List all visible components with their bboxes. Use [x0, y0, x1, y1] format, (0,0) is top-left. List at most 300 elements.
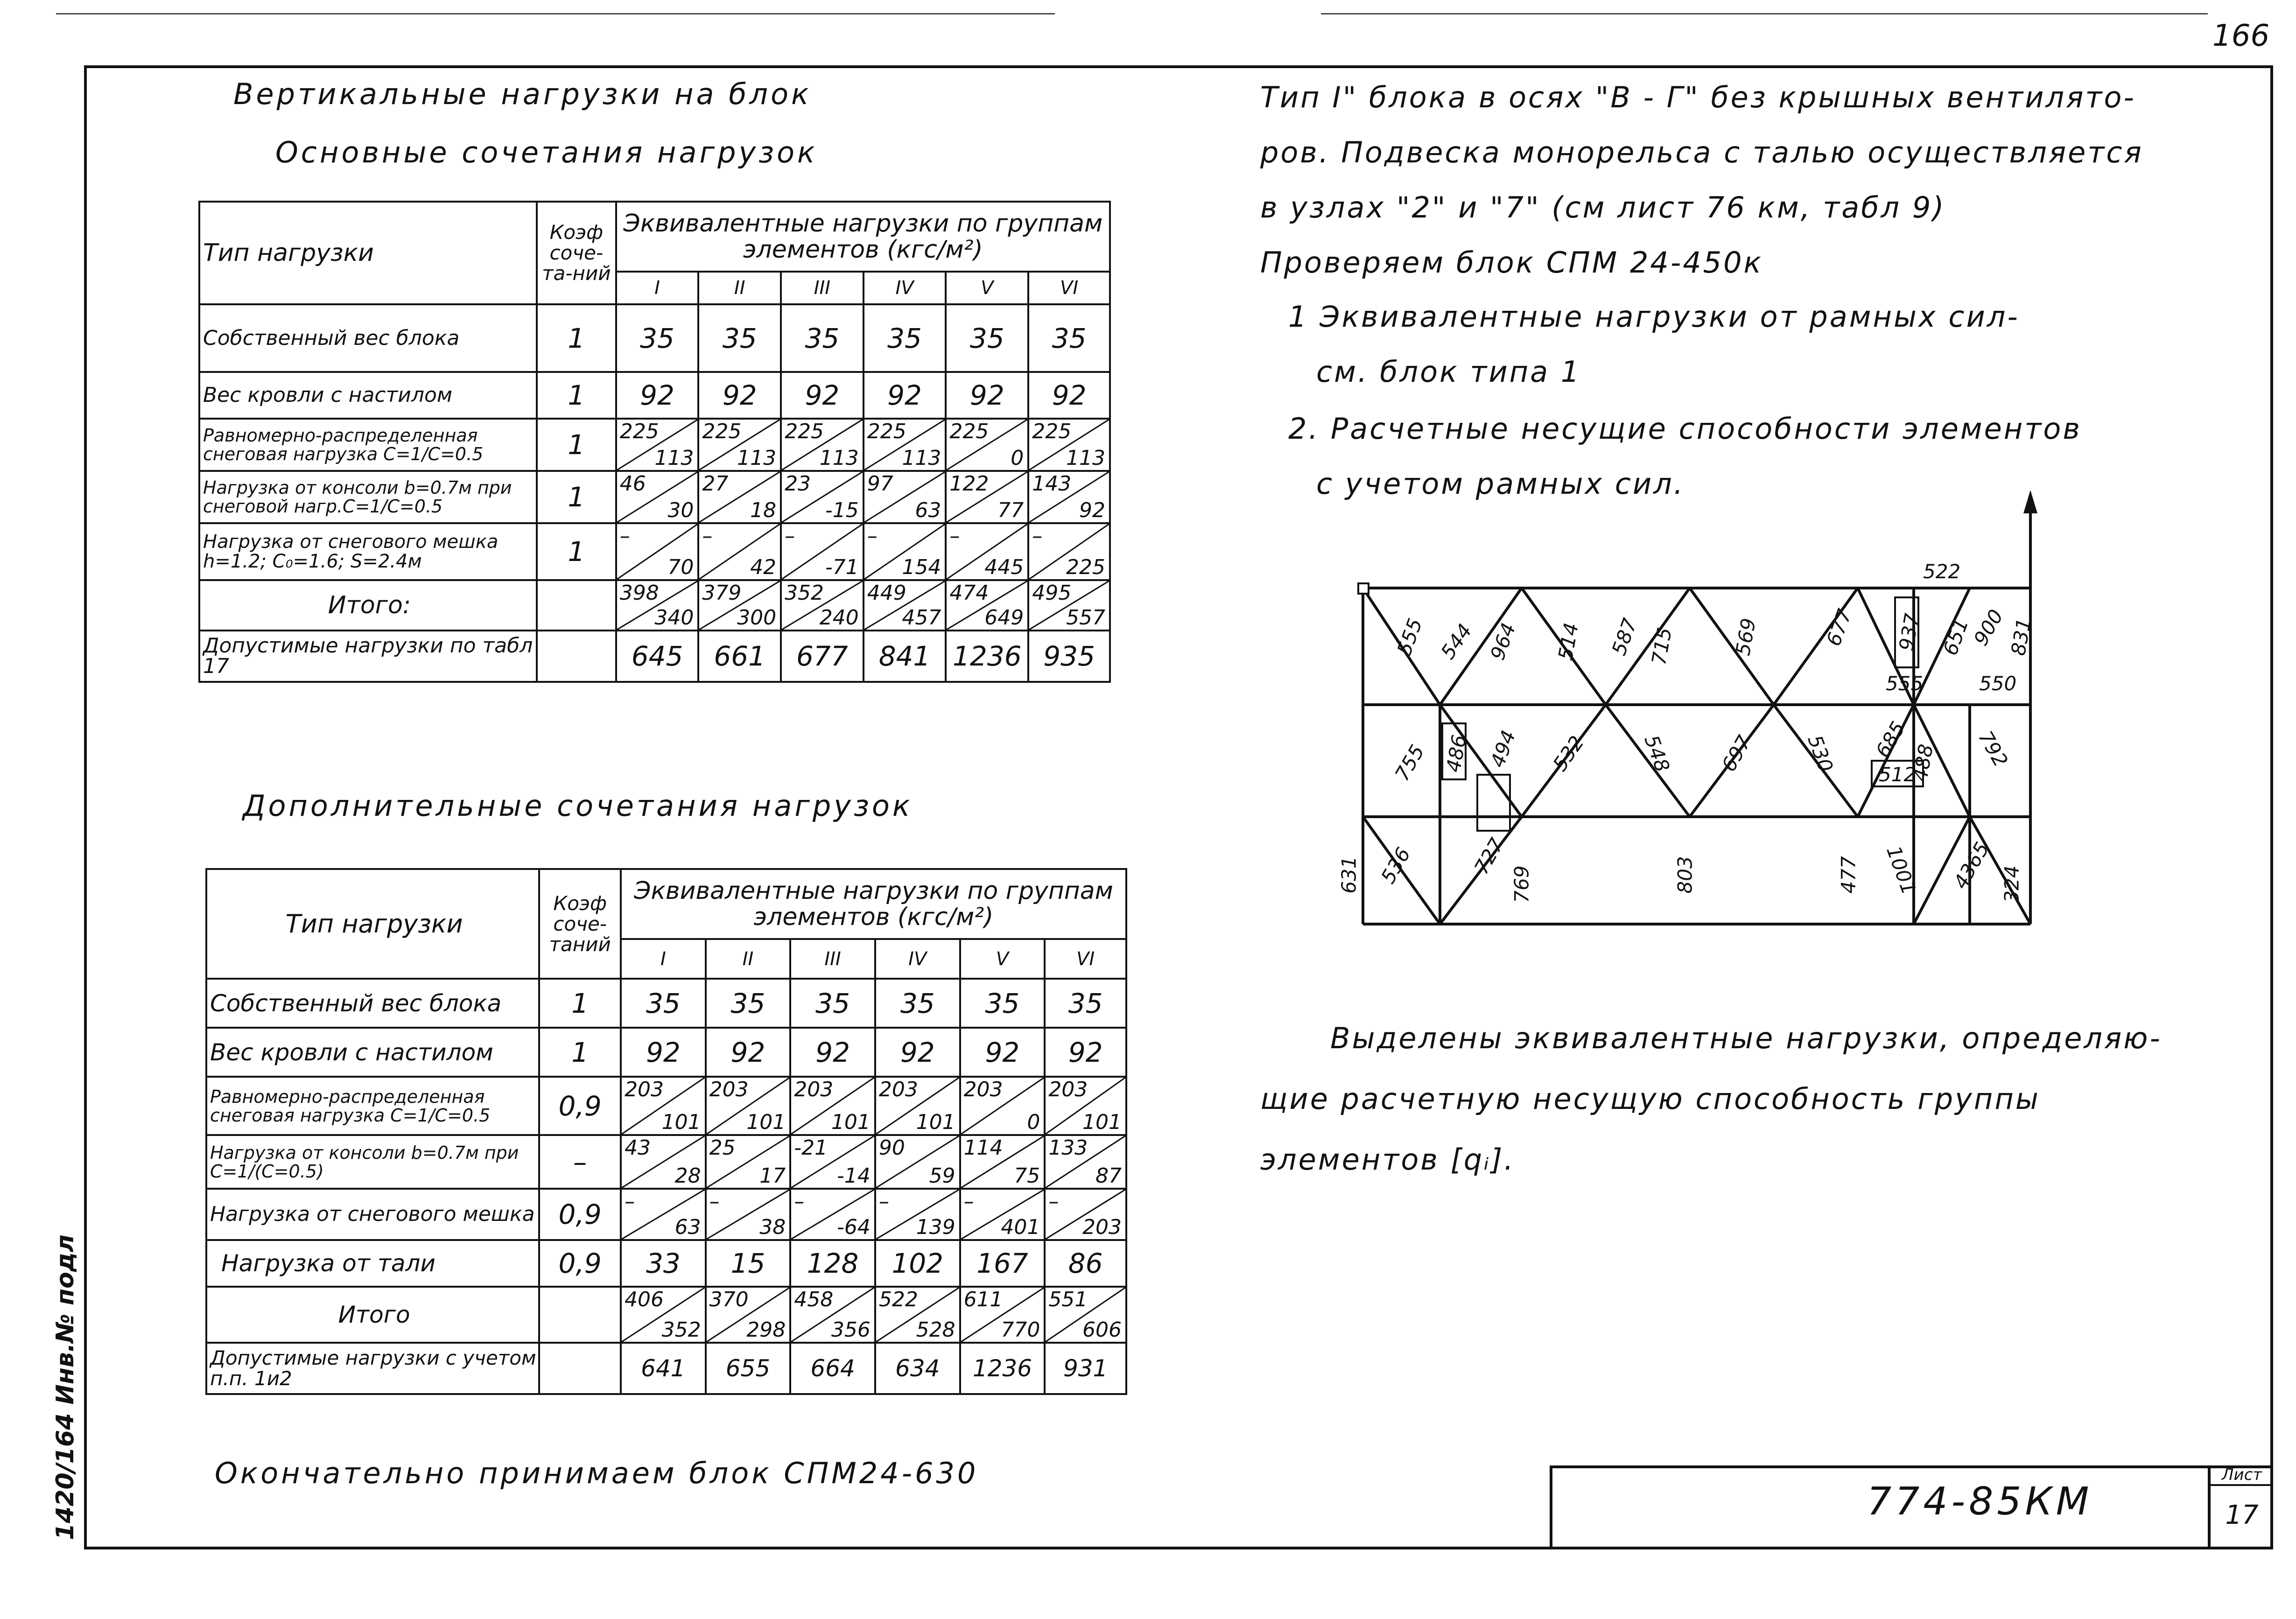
cell-value: 35 [616, 304, 699, 372]
split-value-pair [864, 581, 945, 630]
split-top-value: – [625, 1190, 635, 1213]
row-coef [539, 1343, 621, 1394]
split-value-pair [864, 420, 945, 470]
split-cell [960, 1287, 1045, 1343]
split-cell [1045, 1287, 1126, 1343]
cell-value: 167 [960, 1240, 1045, 1287]
split-bottom-value: -15 [825, 498, 859, 522]
diagram-label: 900 [1969, 605, 2008, 650]
split-cell [960, 1077, 1045, 1135]
intro-line: в узлах "2" и "7" (см лист 76 км, табл 9) [1260, 190, 1946, 224]
table-row [206, 1028, 1126, 1077]
split-bottom-value: 770 [1001, 1318, 1040, 1342]
table-row [199, 631, 1110, 682]
split-bottom-value: 42 [750, 555, 777, 579]
split-value-pair [1029, 472, 1109, 522]
cell-value: 664 [790, 1343, 875, 1394]
split-top-value: – [963, 1190, 974, 1213]
cell-value: 92 [706, 1028, 791, 1077]
split-cell [698, 580, 781, 631]
diagram-label: 530 [1803, 732, 1838, 775]
diagram-label: 569 [1731, 616, 1761, 658]
split-top-value: 203 [878, 1078, 918, 1101]
split-bottom-value: 113 [819, 446, 859, 470]
cell-value: 1236 [960, 1343, 1045, 1394]
row-label: Нагрузка от консоли b=0.7м при С=1/(С=0.5) [206, 1135, 539, 1189]
split-top-value: 225 [1032, 420, 1072, 443]
split-top-value: – [709, 1190, 720, 1213]
split-cell [960, 1189, 1045, 1240]
split-top-value: 370 [709, 1288, 749, 1311]
group-3: III [790, 939, 875, 979]
split-value-pair [1046, 1288, 1125, 1342]
split-bottom-value: 352 [661, 1318, 701, 1342]
cell-value: 931 [1045, 1343, 1126, 1394]
split-bottom-value: 87 [1095, 1164, 1122, 1188]
cell-value: 35 [875, 979, 960, 1028]
split-bottom-value: 401 [1001, 1215, 1040, 1239]
diagram-label: 494 [1486, 727, 1520, 771]
split-value-pair [791, 1288, 874, 1342]
split-bottom-value: 101 [1082, 1110, 1122, 1134]
split-top-value: – [878, 1190, 889, 1213]
split-top-value: 203 [709, 1078, 749, 1101]
col-header-equiv: Эквивалентные нагрузки по группам элементов (кгс/м²) [621, 869, 1126, 939]
split-cell [781, 471, 864, 523]
split-value-pair [699, 581, 780, 630]
cell-value: 677 [781, 631, 864, 682]
cell-value: 92 [875, 1028, 960, 1077]
group-1: I [616, 272, 699, 304]
split-cell [616, 523, 699, 580]
split-cell [875, 1189, 960, 1240]
split-top-value: 122 [949, 472, 989, 496]
split-bottom-value: 0 [1011, 446, 1024, 470]
group-1: I [621, 939, 706, 979]
row-label: Нагрузка от снегового мешка [206, 1189, 539, 1240]
split-bottom-value: 28 [674, 1164, 701, 1188]
split-cell [1045, 1077, 1126, 1135]
col-header-type: Тип нагрузки [206, 869, 539, 979]
final-note: Окончательно принимаем блок СПМ24-630 [215, 1456, 979, 1490]
split-value-pair [1046, 1078, 1125, 1134]
group-6: VI [1028, 272, 1110, 304]
split-value-pair [876, 1136, 959, 1188]
diagram-label: 792 [1973, 727, 2013, 771]
split-bottom-value: 457 [902, 606, 941, 630]
cell-value: 35 [1028, 304, 1110, 372]
diagram-label: 550 [1979, 672, 2017, 695]
split-top-value: 406 [625, 1288, 664, 1311]
split-bottom-value: 30 [667, 498, 694, 522]
col-header-type: Тип нагрузки [199, 202, 537, 304]
split-cell [621, 1077, 706, 1135]
table-row [199, 304, 1110, 372]
split-cell [946, 523, 1028, 580]
split-top-value: 203 [625, 1078, 664, 1101]
split-cell [864, 419, 946, 471]
split-cell [706, 1077, 791, 1135]
split-top-value: 203 [794, 1078, 834, 1101]
heading-vertical-loads: Вертикальные нагрузки на блок [233, 77, 812, 111]
split-top-value: 143 [1032, 472, 1072, 496]
group-5: V [960, 939, 1045, 979]
split-bottom-value: 101 [831, 1110, 871, 1134]
split-value-pair [1046, 1136, 1125, 1188]
split-bottom-value: 17 [759, 1164, 786, 1188]
split-value-pair [617, 581, 698, 630]
split-top-value: 23 [785, 472, 811, 496]
split-value-pair [699, 472, 780, 522]
diagram-label: 631 [1337, 856, 1361, 894]
split-value-pair [947, 472, 1027, 522]
split-value-pair [617, 420, 698, 470]
cell-value: 661 [698, 631, 781, 682]
split-bottom-value: 300 [737, 606, 777, 630]
row-coef: 1 [537, 372, 616, 419]
intro-line: Тип I" блока в осях "В - Г" без крышных вентилято- [1260, 80, 2136, 114]
split-top-value: 114 [963, 1136, 1003, 1160]
table-row [206, 1240, 1126, 1287]
table-row [206, 1343, 1126, 1394]
group-4: IV [875, 939, 960, 979]
split-value-pair [1046, 1190, 1125, 1239]
diagram-label: 514 [1553, 621, 1583, 662]
split-value-pair [622, 1078, 705, 1134]
split-cell [621, 1287, 706, 1343]
split-value-pair [791, 1078, 874, 1134]
diagram-label: 937 [1894, 611, 1924, 653]
table-row [206, 1189, 1126, 1240]
diagram-label: 803 [1673, 856, 1697, 894]
split-top-value: 458 [794, 1288, 834, 1311]
split-top-value: – [949, 524, 960, 548]
split-cell [864, 471, 946, 523]
split-cell [960, 1135, 1045, 1189]
split-cell [1028, 580, 1110, 631]
row-label: Вес кровли с настилом [206, 1028, 539, 1077]
heading-additional-combinations: Дополнительные сочетания нагрузок [243, 789, 913, 823]
row-coef: 1 [537, 419, 616, 471]
group-2: II [706, 939, 791, 979]
split-cell [946, 419, 1028, 471]
cell-value: 102 [875, 1240, 960, 1287]
group-2: II [698, 272, 781, 304]
split-cell [616, 419, 699, 471]
row-coef: 0,9 [539, 1077, 621, 1135]
split-bottom-value: 139 [916, 1215, 955, 1239]
diagram-label: 4365 [1949, 838, 1994, 893]
cell-value: 35 [864, 304, 946, 372]
intro-paragraph [1260, 70, 2143, 290]
sheet-corner-number: 166 [2212, 19, 2270, 53]
split-value-pair [617, 472, 698, 522]
split-top-value: 495 [1032, 581, 1072, 605]
cell-value: 655 [706, 1343, 791, 1394]
split-bottom-value: 445 [984, 555, 1024, 579]
cell-value: 92 [616, 372, 699, 419]
row-label: Собственный вес блока [199, 304, 537, 372]
split-value-pair [1029, 420, 1109, 470]
split-value-pair [947, 581, 1027, 630]
diagram-label: 715 [1647, 625, 1677, 667]
row-coef: 0,9 [539, 1240, 621, 1287]
intro-line: ров. Подвеска монорельса с талью осуществляется [1260, 135, 2143, 169]
cell-value: 35 [790, 979, 875, 1028]
split-bottom-value: -14 [837, 1164, 871, 1188]
row-coef: 1 [539, 979, 621, 1028]
split-value-pair [782, 581, 863, 630]
diagram-label: 831 [2006, 616, 2036, 658]
split-value-pair [617, 524, 698, 579]
split-cell [875, 1287, 960, 1343]
cell-value: 92 [621, 1028, 706, 1077]
diagram-label: 677 [1822, 606, 1856, 649]
split-cell [706, 1189, 791, 1240]
col-header-coef: Коэф соче-таний [539, 869, 621, 979]
split-value-pair [707, 1078, 790, 1134]
row-coef [539, 1287, 621, 1343]
row-coef: 1 [539, 1028, 621, 1077]
split-top-value: 225 [867, 420, 906, 443]
sheet-label: Лист [2211, 1465, 2273, 1486]
split-cell [781, 419, 864, 471]
diagram-label: 685 [1871, 717, 1910, 762]
split-cell [1028, 523, 1110, 580]
split-cell [621, 1189, 706, 1240]
split-cell [946, 471, 1028, 523]
split-value-pair [961, 1288, 1044, 1342]
split-value-pair [864, 472, 945, 522]
split-bottom-value: 18 [750, 498, 777, 522]
diagram-label: 324 [2000, 865, 2023, 903]
row-label: Вес кровли с настилом [199, 372, 537, 419]
diagram-label: 536 [1376, 843, 1415, 888]
group-6: VI [1045, 939, 1126, 979]
split-cell [698, 523, 781, 580]
split-top-value: 203 [963, 1078, 1003, 1101]
cell-value: 86 [1045, 1240, 1126, 1287]
row-coef [537, 580, 616, 631]
split-value-pair [1029, 524, 1109, 579]
split-top-value: 522 [878, 1288, 918, 1311]
split-value-pair [1029, 581, 1109, 630]
split-top-value: 225 [785, 420, 824, 443]
split-top-value: 611 [963, 1288, 1003, 1311]
cell-value: 35 [621, 979, 706, 1028]
split-top-value: 43 [625, 1136, 651, 1160]
item-2-line: с учетом рамных сил. [1316, 467, 1685, 501]
col-header-equiv: Эквивалентные нагрузки по группам элементов (кгс/м²) [616, 202, 1110, 272]
split-top-value: 551 [1048, 1288, 1088, 1311]
split-cell [698, 471, 781, 523]
split-top-value: 203 [1048, 1078, 1088, 1101]
split-bottom-value: 154 [902, 555, 941, 579]
split-top-value: – [1032, 524, 1043, 548]
row-label: Нагрузка от снегового мешка h=1.2; C₀=1.6; S=2.4м [199, 523, 537, 580]
item-1 [1288, 289, 2020, 399]
split-bottom-value: 113 [654, 446, 694, 470]
cell-value: 35 [781, 304, 864, 372]
row-label: Допустимые нагрузки с учетом п.п. 1и2 [206, 1343, 539, 1394]
split-value-pair [782, 420, 863, 470]
split-top-value: 352 [785, 581, 824, 605]
diagram-label: 697 [1717, 731, 1756, 776]
cell-value: 645 [616, 631, 699, 682]
split-bottom-value: 203 [1082, 1215, 1122, 1239]
cell-value: 92 [781, 372, 864, 419]
cell-value: 92 [864, 372, 946, 419]
split-top-value: 225 [949, 420, 989, 443]
split-bottom-value: 63 [915, 498, 941, 522]
diagram-label: 651 [1938, 615, 1973, 659]
split-bottom-value: 606 [1082, 1318, 1122, 1342]
row-coef [537, 631, 616, 682]
split-value-pair [791, 1190, 874, 1239]
split-bottom-value: 38 [759, 1215, 786, 1239]
split-bottom-value: 113 [902, 446, 941, 470]
split-value-pair [876, 1190, 959, 1239]
cell-value: 35 [960, 979, 1045, 1028]
intro-line: Проверяем блок СПМ 24-450к [1260, 245, 1763, 280]
split-bottom-value: 340 [654, 606, 694, 630]
split-value-pair [876, 1078, 959, 1134]
split-value-pair [791, 1136, 874, 1188]
table-row [206, 1077, 1126, 1135]
split-bottom-value: 528 [916, 1318, 955, 1342]
split-bottom-value: 113 [1066, 446, 1105, 470]
group-3: III [781, 272, 864, 304]
split-bottom-value: 649 [984, 606, 1024, 630]
split-top-value: 225 [619, 420, 659, 443]
split-value-pair [622, 1288, 705, 1342]
cell-value: 92 [960, 1028, 1045, 1077]
row-label: Допустимые нагрузки по табл 17 [199, 631, 537, 682]
split-bottom-value: 240 [819, 606, 859, 630]
split-cell [706, 1135, 791, 1189]
split-top-value: 225 [702, 420, 742, 443]
cell-value: 634 [875, 1343, 960, 1394]
split-top-value: – [794, 1190, 805, 1213]
split-cell [706, 1287, 791, 1343]
split-top-value: 398 [619, 581, 659, 605]
conclusion-paragraph [1260, 1008, 2162, 1190]
split-top-value: -21 [794, 1136, 828, 1160]
cell-value: 92 [1045, 1028, 1126, 1077]
row-coef: 0,9 [539, 1189, 621, 1240]
split-top-value: 97 [867, 472, 893, 496]
split-cell [698, 419, 781, 471]
table-row [199, 372, 1110, 419]
split-cell [790, 1287, 875, 1343]
table-row [206, 1287, 1126, 1343]
cell-value: 92 [698, 372, 781, 419]
conclusion-line: элементов [qᵢ]. [1260, 1142, 1516, 1177]
split-bottom-value: 0 [1027, 1110, 1040, 1134]
cell-value: 35 [706, 979, 791, 1028]
split-cell [621, 1135, 706, 1189]
col-header-coef: Коэф соче-та-ний [537, 202, 616, 304]
split-cell [864, 523, 946, 580]
item-1-line: см. блок типа 1 [1316, 355, 1581, 389]
split-top-value: – [867, 524, 878, 548]
item-2-line: 2. Расчетные несущие способности элементов [1288, 412, 2082, 446]
split-bottom-value: 101 [746, 1110, 786, 1134]
basic-loads-table [198, 201, 1111, 683]
top-edge-line-left [56, 13, 1055, 14]
split-value-pair [699, 524, 780, 579]
split-value-pair [707, 1136, 790, 1188]
diagram-label: 544 [1436, 619, 1477, 664]
diagram-label: 486 [1441, 733, 1471, 774]
title-block-code: 774-85КМ [1867, 1479, 2093, 1524]
split-top-value: 379 [702, 581, 742, 605]
split-bottom-value: 298 [746, 1318, 786, 1342]
conclusion-line: щие расчетную несущую способность группы [1260, 1082, 2040, 1116]
split-value-pair [961, 1078, 1044, 1134]
split-value-pair [622, 1190, 705, 1239]
row-label: Нагрузка от консоли b=0.7м при снеговой нагр.С=1/С=0.5 [199, 471, 537, 523]
split-bottom-value: 59 [929, 1164, 955, 1188]
split-bottom-value: 356 [831, 1318, 871, 1342]
split-bottom-value: 70 [667, 555, 694, 579]
item-1-line: 1 Эквивалентные нагрузки от рамных сил- [1288, 300, 2020, 334]
split-cell [790, 1189, 875, 1240]
diagram-top-mark: 522 [1923, 560, 1961, 583]
stamp-text: 1420/164 Инв.№ подл [51, 1234, 79, 1540]
cell-value: 35 [698, 304, 781, 372]
cell-value: 935 [1028, 631, 1110, 682]
heading-basic-combinations: Основные сочетания нагрузок [275, 135, 818, 169]
split-top-value: 46 [619, 472, 646, 496]
row-label: Итого: [199, 580, 537, 631]
split-cell [875, 1077, 960, 1135]
diagram-label: 488 [1908, 742, 1938, 784]
split-value-pair [699, 420, 780, 470]
split-cell [1028, 419, 1110, 471]
row-label: Равномерно-распределенная снеговая нагрузка С=1/С=0.5 [199, 419, 537, 471]
row-label: Собственный вес блока [206, 979, 539, 1028]
diagram-label: 532 [1548, 731, 1589, 776]
cell-value: 15 [706, 1240, 791, 1287]
row-coef: – [539, 1135, 621, 1189]
row-coef: 1 [537, 523, 616, 580]
split-value-pair [876, 1288, 959, 1342]
split-cell [946, 580, 1028, 631]
split-top-value: 90 [878, 1136, 905, 1160]
sheet-number: 17 [2225, 1500, 2259, 1530]
diagram-label: 555 [1886, 672, 1924, 695]
row-label: Равномерно-распределенная снеговая нагрузка С=1/С=0.5 [206, 1077, 539, 1135]
table-row [199, 471, 1110, 523]
split-bottom-value: 63 [674, 1215, 701, 1239]
cell-value: 35 [1045, 979, 1126, 1028]
cell-value: 35 [946, 304, 1028, 372]
split-top-value: 474 [949, 581, 989, 605]
split-top-value: 27 [702, 472, 729, 496]
table-row [199, 523, 1110, 580]
diagram-label: 512 [1879, 763, 1917, 786]
diagram-label: 727 [1469, 834, 1509, 878]
split-bottom-value: 77 [997, 498, 1024, 522]
split-cell [781, 580, 864, 631]
split-top-value: 449 [867, 581, 906, 605]
cell-value: 92 [946, 372, 1028, 419]
cell-value: 92 [790, 1028, 875, 1077]
diagram-label: 555 [1392, 615, 1427, 659]
truss-diagram [1337, 490, 2091, 938]
table-row [206, 979, 1126, 1028]
